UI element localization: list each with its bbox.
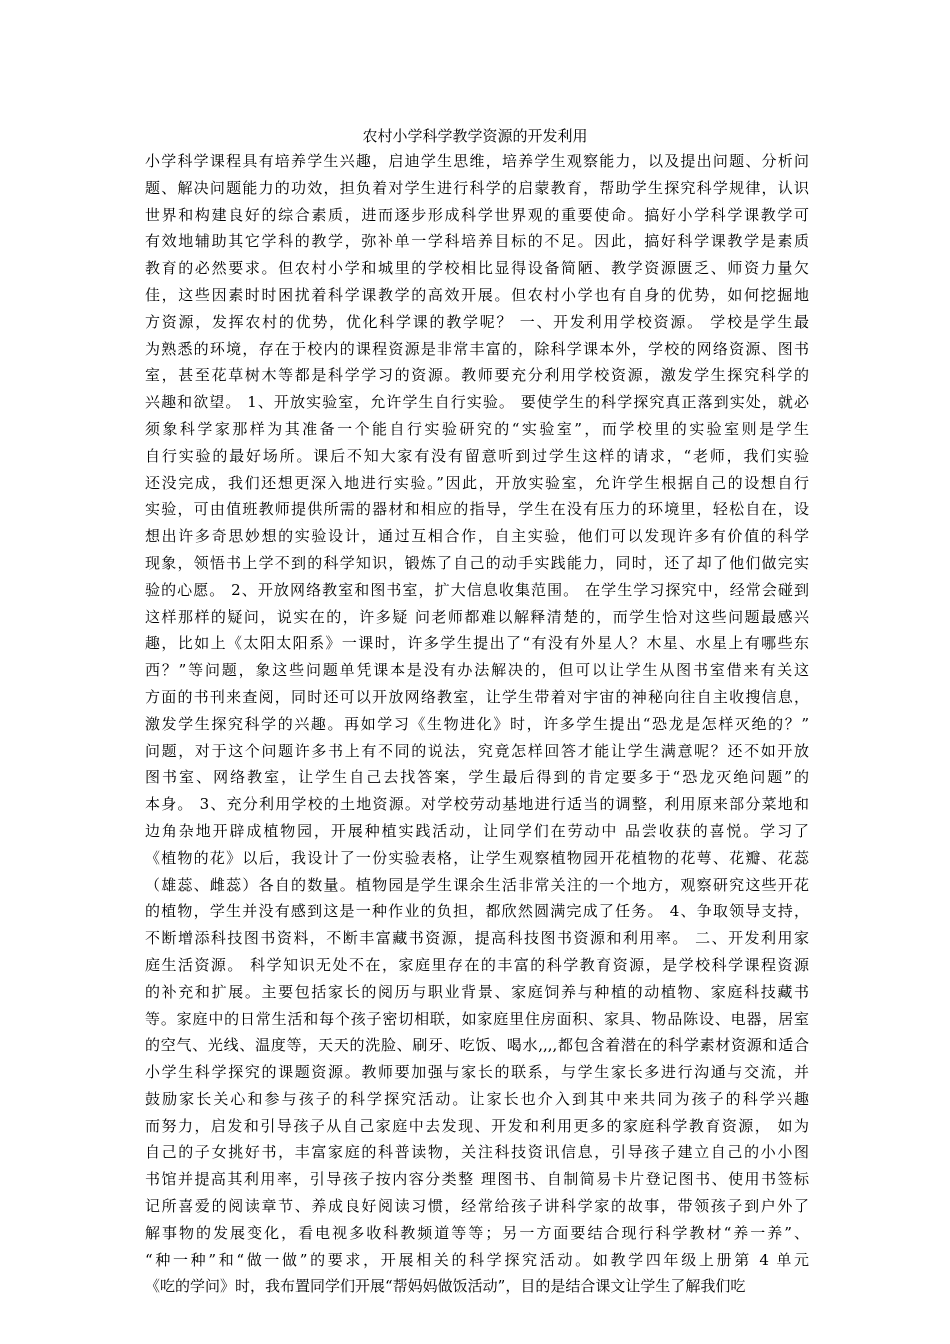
body-text-line: 世界和构建良好的综合素质，进而逐步形成科学世界观的重要使命。搞好小学科学课教学可: [145, 205, 809, 224]
body-text-line: 教育的必然要求。但农村小学和城里的学校相比显得设备简陋、教学资源匮乏、师资力量欠: [145, 259, 809, 278]
body-text-line: 这样那样的疑问，说实在的，许多疑 问老师都难以解释清楚的，而学生恰对这些问题最感兴: [145, 607, 809, 626]
body-text-line: 实验，可由值班教师提供所需的器材和相应的指导，学生在没有压力的环境里，轻松自在，设: [145, 500, 809, 519]
body-text-line: 的植物，学生并没有感到这是一种作业的负担，都欣然圆满完成了任务。 4、争取领导支持，: [145, 902, 809, 921]
body-text-line: 而努力，启发和引导孩子从自己家庭中去发现、开发和利用更多的家庭科学教育资源， 如为: [145, 1116, 809, 1135]
document-title: 农村小学科学教学资源的开发利用: [362, 127, 588, 145]
body-text-line: 激发学生探究科学的兴趣。再如学习《生物进化》时，许多学生提出“恐龙是怎样灭绝的？”: [145, 714, 809, 733]
body-text-line: 图书室、网络教室，让学生自己去找答案，学生最后得到的肯定要多于“恐龙灭绝问题”的: [145, 768, 809, 787]
body-text-line: 不断增添科技图书资料，不断丰富藏书资源，提高科技图书资源和利用率。 二、开发利用家: [145, 929, 809, 948]
body-text-line: 佳，这些因素时时困扰着科学课教学的高效开展。但农村小学也有自身的优势，如何挖掘地: [145, 285, 809, 304]
body-text-line: “种一种”和“做一做”的要求，开展相关的科学探究活动。如教学四年级上册第 4 单元: [145, 1250, 809, 1269]
body-text-line: 边角杂地开辟成植物园，开展种植实践活动，让同学们在劳动中 品尝收获的喜悦。学习了: [145, 821, 809, 840]
body-text-line: 的空气、光线、温度等，天天的洗脸、刷牙、吃饭、喝水,,,,都包含着潜在的科学素材资源和适合: [145, 1036, 809, 1055]
body-text-line: 的补充和扩展。主要包括家长的阅历与职业背景、家庭饲养与种植的动植物、家庭科技藏书: [145, 982, 809, 1001]
body-text-line: 《植物的花》以后，我设计了一份实验表格，让学生观察植物园开花植物的花萼、花瓣、花蕊: [145, 848, 809, 867]
body-text-line: 本身。 3、充分利用学校的土地资源。对学校劳动基地进行适当的调整，利用原来部分菜地和: [145, 795, 809, 814]
body-text-line: 题、解决问题能力的功效，担负着对学生进行科学的启蒙教育，帮助学生探究科学规律，认识: [145, 178, 809, 197]
body-text-line: 《吃的学问》时，我布置同学们开展“帮妈妈做饭活动”，目的是结合课文让学生了解我们吃: [145, 1277, 746, 1296]
body-text-line: 为熟悉的环境，存在于校内的课程资源是非常丰富的，除科学课本外，学校的网络资源、图书: [145, 339, 809, 358]
body-text-line: （雄蕊、雌蕊）各自的数量。植物园是学生课余生活非常关注的一个地方，观察研究这些开花: [145, 875, 809, 894]
body-text-line: 室，甚至花草树木等都是科学学习的资源。教师要充分利用学校资源，激发学生探究科学的: [145, 366, 809, 385]
body-text-line: 须象科学家那样为其准备一个能自行实验研究的“实验室”，而学校里的实验室则是学生: [145, 419, 809, 438]
body-text-line: 问题，对于这个问题许多书上有不同的说法，究竟怎样回答才能让学生满意呢？还不如开放: [145, 741, 809, 760]
body-text-line: 等。家庭中的日常生活和每个孩子密切相联，如家庭里住房面积、家具、物品陈设、电器，居室: [145, 1009, 809, 1028]
body-text-line: 西？”等问题，象这些问题单凭课本是没有办法解决的，但可以让学生从图书室借来有关这: [145, 661, 809, 680]
body-text-line: 解事物的发展变化，看电视多收科教频道等等；另一方面要结合现行科学教材“养一养”、: [145, 1223, 809, 1242]
body-text-line: 现象，领悟书上学不到的科学知识，锻炼了自己的动手实践能力，同时，还了却了他们做完实: [145, 553, 809, 572]
body-text-line: 记所喜爱的阅读章节、养成良好阅读习惯，经常给孩子讲科学家的故事，带领孩子到户外了: [145, 1197, 809, 1216]
body-text-line: 书馆并提高其利用率，引导孩子按内容分类整 理图书、自制简易卡片登记图书、使用书签标: [145, 1170, 809, 1189]
body-text-line: 小学生科学探究的课题资源。教师要加强与家长的联系，与学生家长多进行沟通与交流，并: [145, 1063, 809, 1082]
body-text-line: 方面的书刊来查阅，同时还可以开放网络教室，让学生带着对宇宙的神秘向往自主收搜信息，: [145, 687, 809, 706]
body-text-line: 鼓励家长关心和参与孩子的科学探究活动。让家长也介入到其中来共同为孩子的科学兴趣: [145, 1089, 809, 1108]
body-text-line: 小学科学课程具有培养学生兴趣，启迪学生思维，培养学生观察能力，以及提出问题、分析问: [145, 152, 809, 170]
body-text-line: 庭生活资源。 科学知识无处不在，家庭里存在的丰富的科学教育资源，是学校科学课程资源: [145, 955, 809, 974]
body-text-line: 兴趣和欲望。 1、开放实验室，允许学生自行实验。 要使学生的科学探究真正落到实处，就必: [145, 393, 809, 412]
body-text-line: 自己的子女挑好书，丰富家庭的科普读物，关注科技资讯信息，引导孩子建立自己的小小图: [145, 1143, 809, 1162]
body-text-line: 还没完成，我们还想更深入地进行实验。”因此，开放实验室，允许学生根据自己的设想自行: [145, 473, 809, 492]
body-text-line: 自行实验的最好场所。课后不知大家有没有留意听到过学生这样的请求，“老师，我们实验: [145, 446, 809, 465]
body-text-line: 有效地辅助其它学科的教学，弥补单一学科培养目标的不足。因此，搞好科学课教学是素质: [145, 232, 809, 251]
body-text-line: 验的心愿。 2、开放网络教室和图书室，扩大信息收集范围。 在学生学习探究中，经常会碰到: [145, 580, 809, 599]
body-text-line: 方资源，发挥农村的优势，优化科学课的教学呢？ 一、开发利用学校资源。 学校是学生最: [145, 312, 809, 331]
document-body: [145, 148, 809, 1300]
body-text-line: 想出许多奇思妙想的实验设计，通过互相合作，自主实验，他们可以发现许多有价值的科学: [145, 527, 809, 546]
body-text-line: 趣，比如上《太阳太阳系》一课时，许多学生提出了“有没有外星人？木星、水星上有哪些东: [145, 634, 809, 653]
